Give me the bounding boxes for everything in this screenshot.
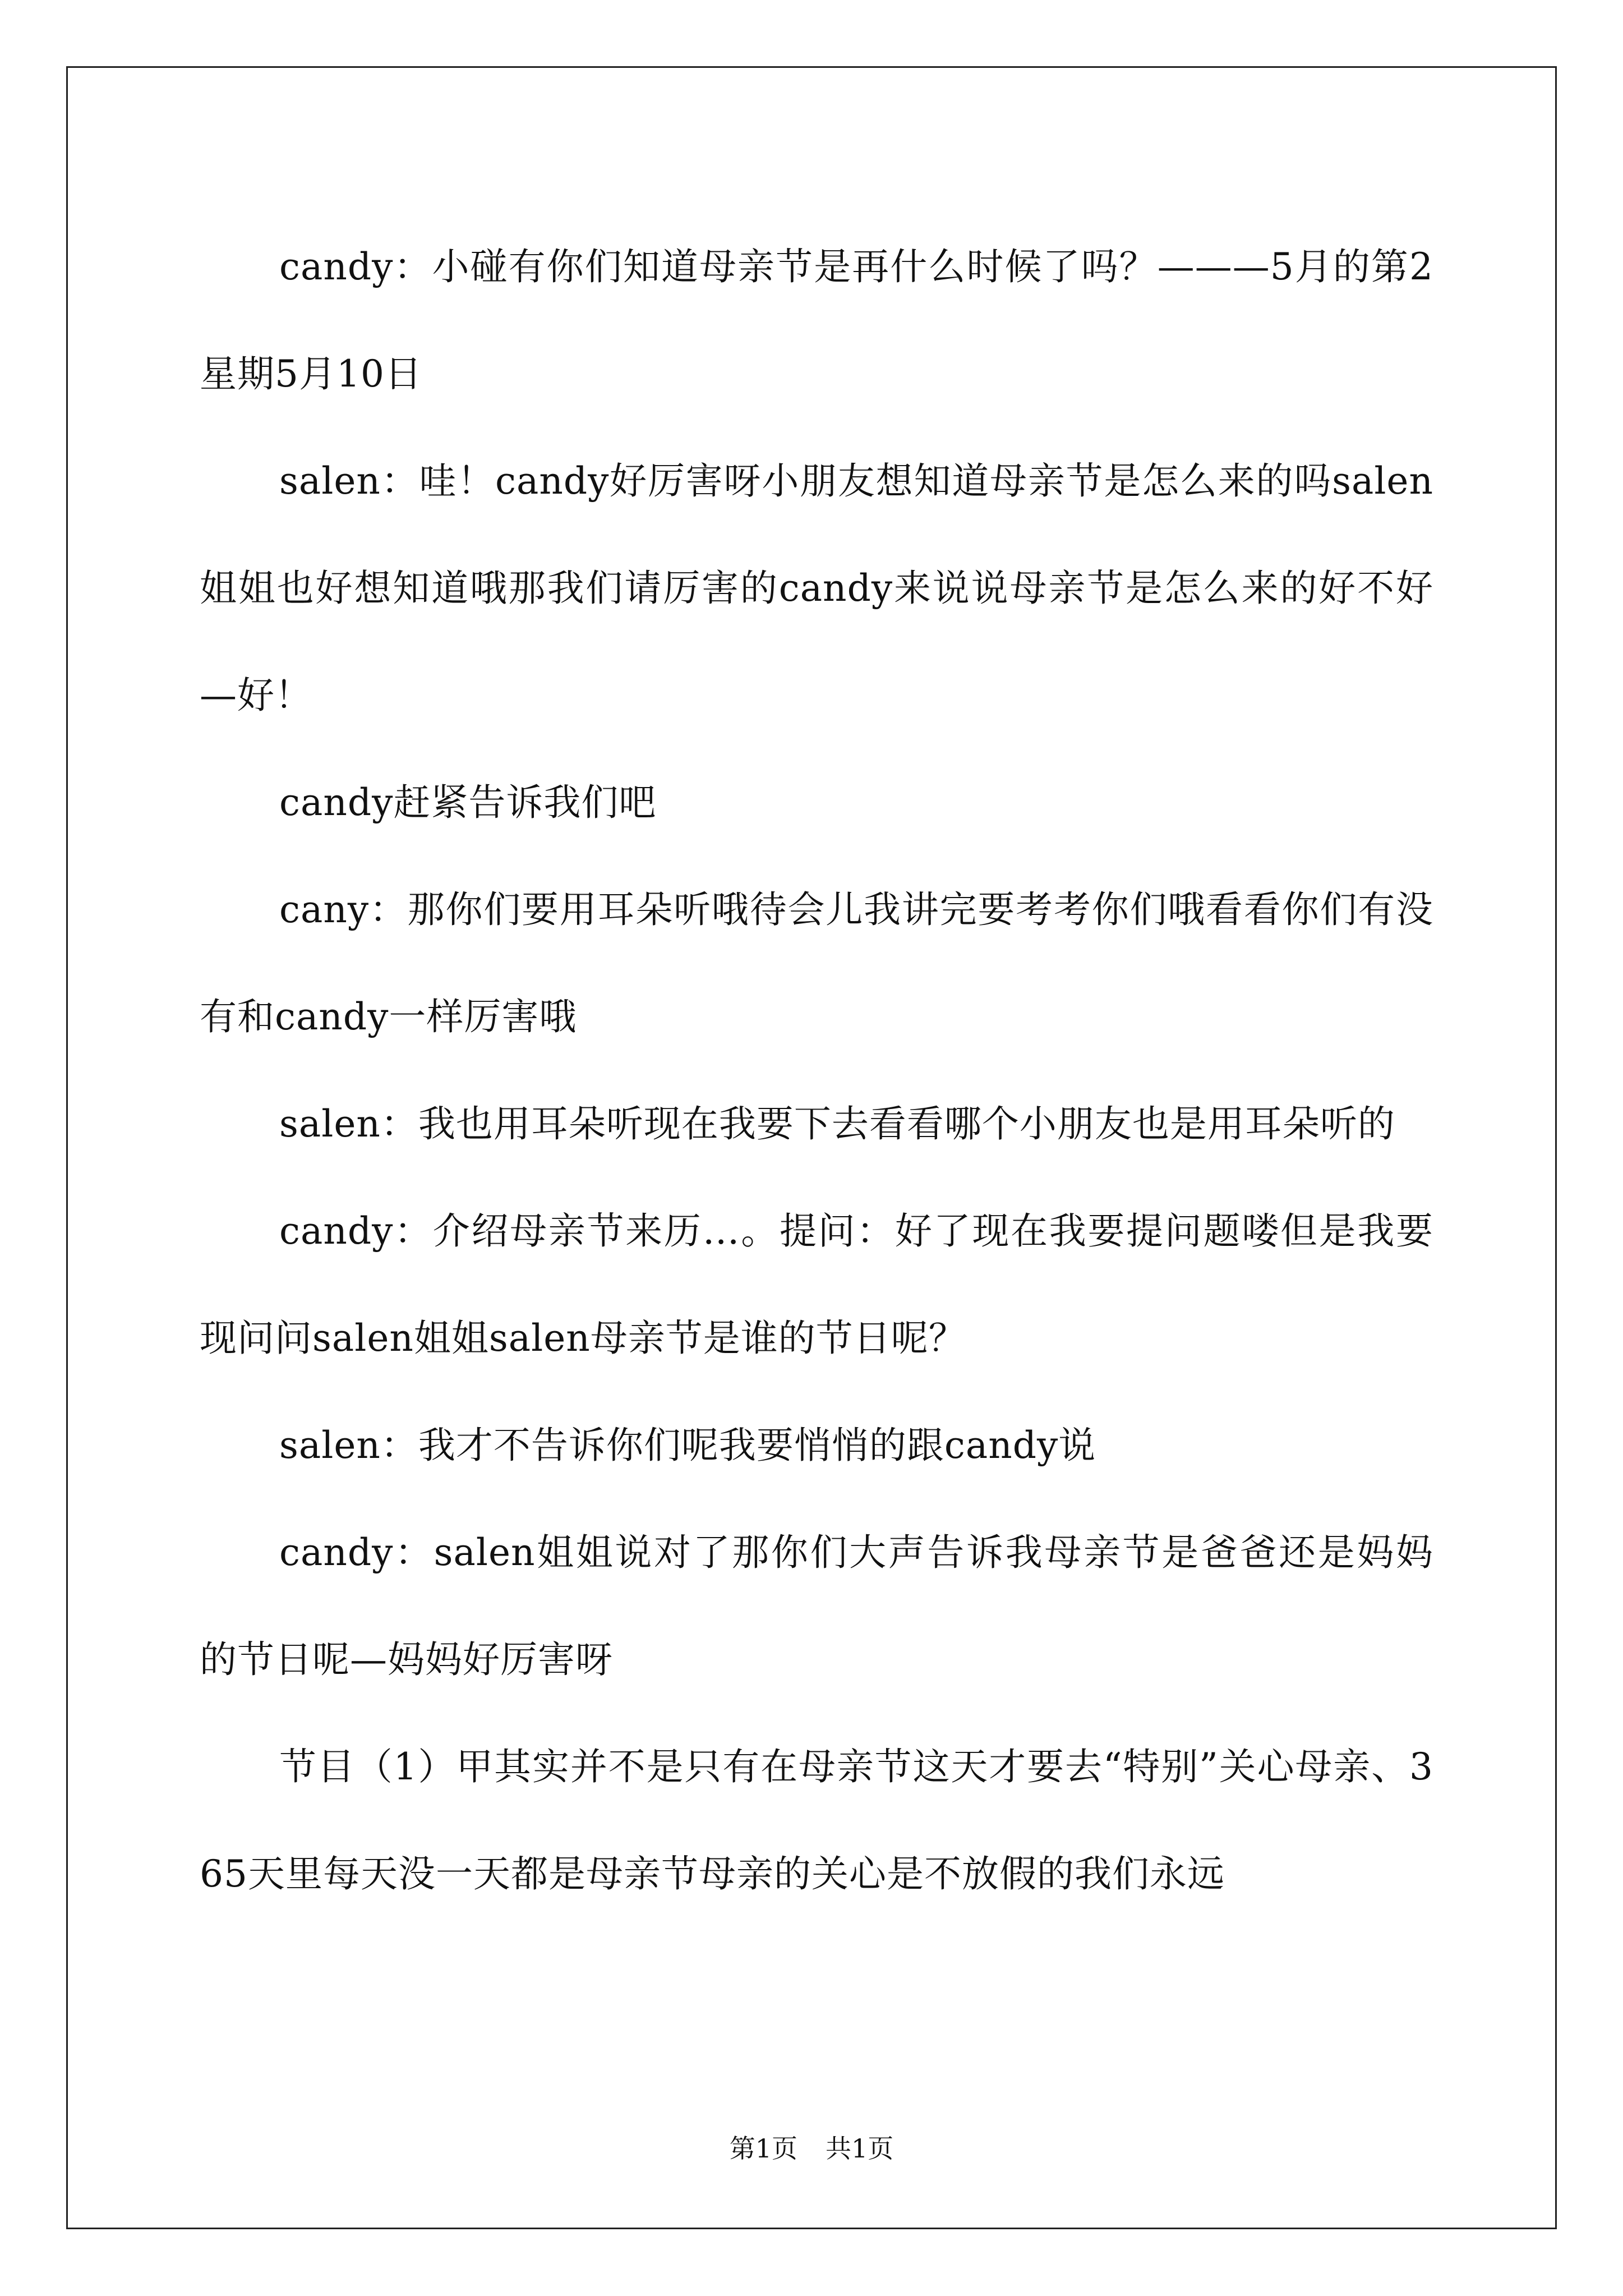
paragraph-3: candy赶紧告诉我们吧 — [279, 781, 657, 824]
document-body — [200, 213, 1433, 1927]
paragraph-7: salen：我才不告诉你们呢我要悄悄的跟candy说 — [279, 1424, 1096, 1467]
paragraph-1: candy：小碰有你们知道母亲节是再什么时候了吗？———5月的第2星期5月10日 — [200, 245, 1433, 395]
paragraph-9: 节目（1）甲其实并不是只有在母亲节这天才要去“特别”关心母亲、365天里每天没一天都是母亲节母亲的关心是不放假的我们永远 — [200, 1745, 1433, 1895]
paragraph-6: candy：介绍母亲节来历…。提问：好了现在我要提问题喽但是我要现问问salen姐姐salen母亲节是谁的节日呢？ — [200, 1209, 1433, 1360]
paragraph-5: salen：我也用耳朵听现在我要下去看看哪个小朋友也是用耳朵听的 — [279, 1102, 1395, 1145]
page-number: 第1页 — [729, 2133, 797, 2164]
page-total: 共1页 — [826, 2133, 894, 2164]
paragraph-2: salen：哇！candy好厉害呀小朋友想知道母亲节是怎么来的吗salen姐姐也好想知道哦那我们请厉害的candy来说说母亲节是怎么来的好不好—好！ — [200, 459, 1433, 717]
paragraph-4: cany：那你们要用耳朵听哦待会儿我讲完要考考你们哦看看你们有没有和candy一样厉害哦 — [200, 888, 1433, 1038]
page-footer — [0, 2132, 1623, 2165]
paragraph-8: candy：salen姐姐说对了那你们大声告诉我母亲节是爸爸还是妈妈的节日呢—妈妈好厉害呀 — [200, 1531, 1433, 1681]
